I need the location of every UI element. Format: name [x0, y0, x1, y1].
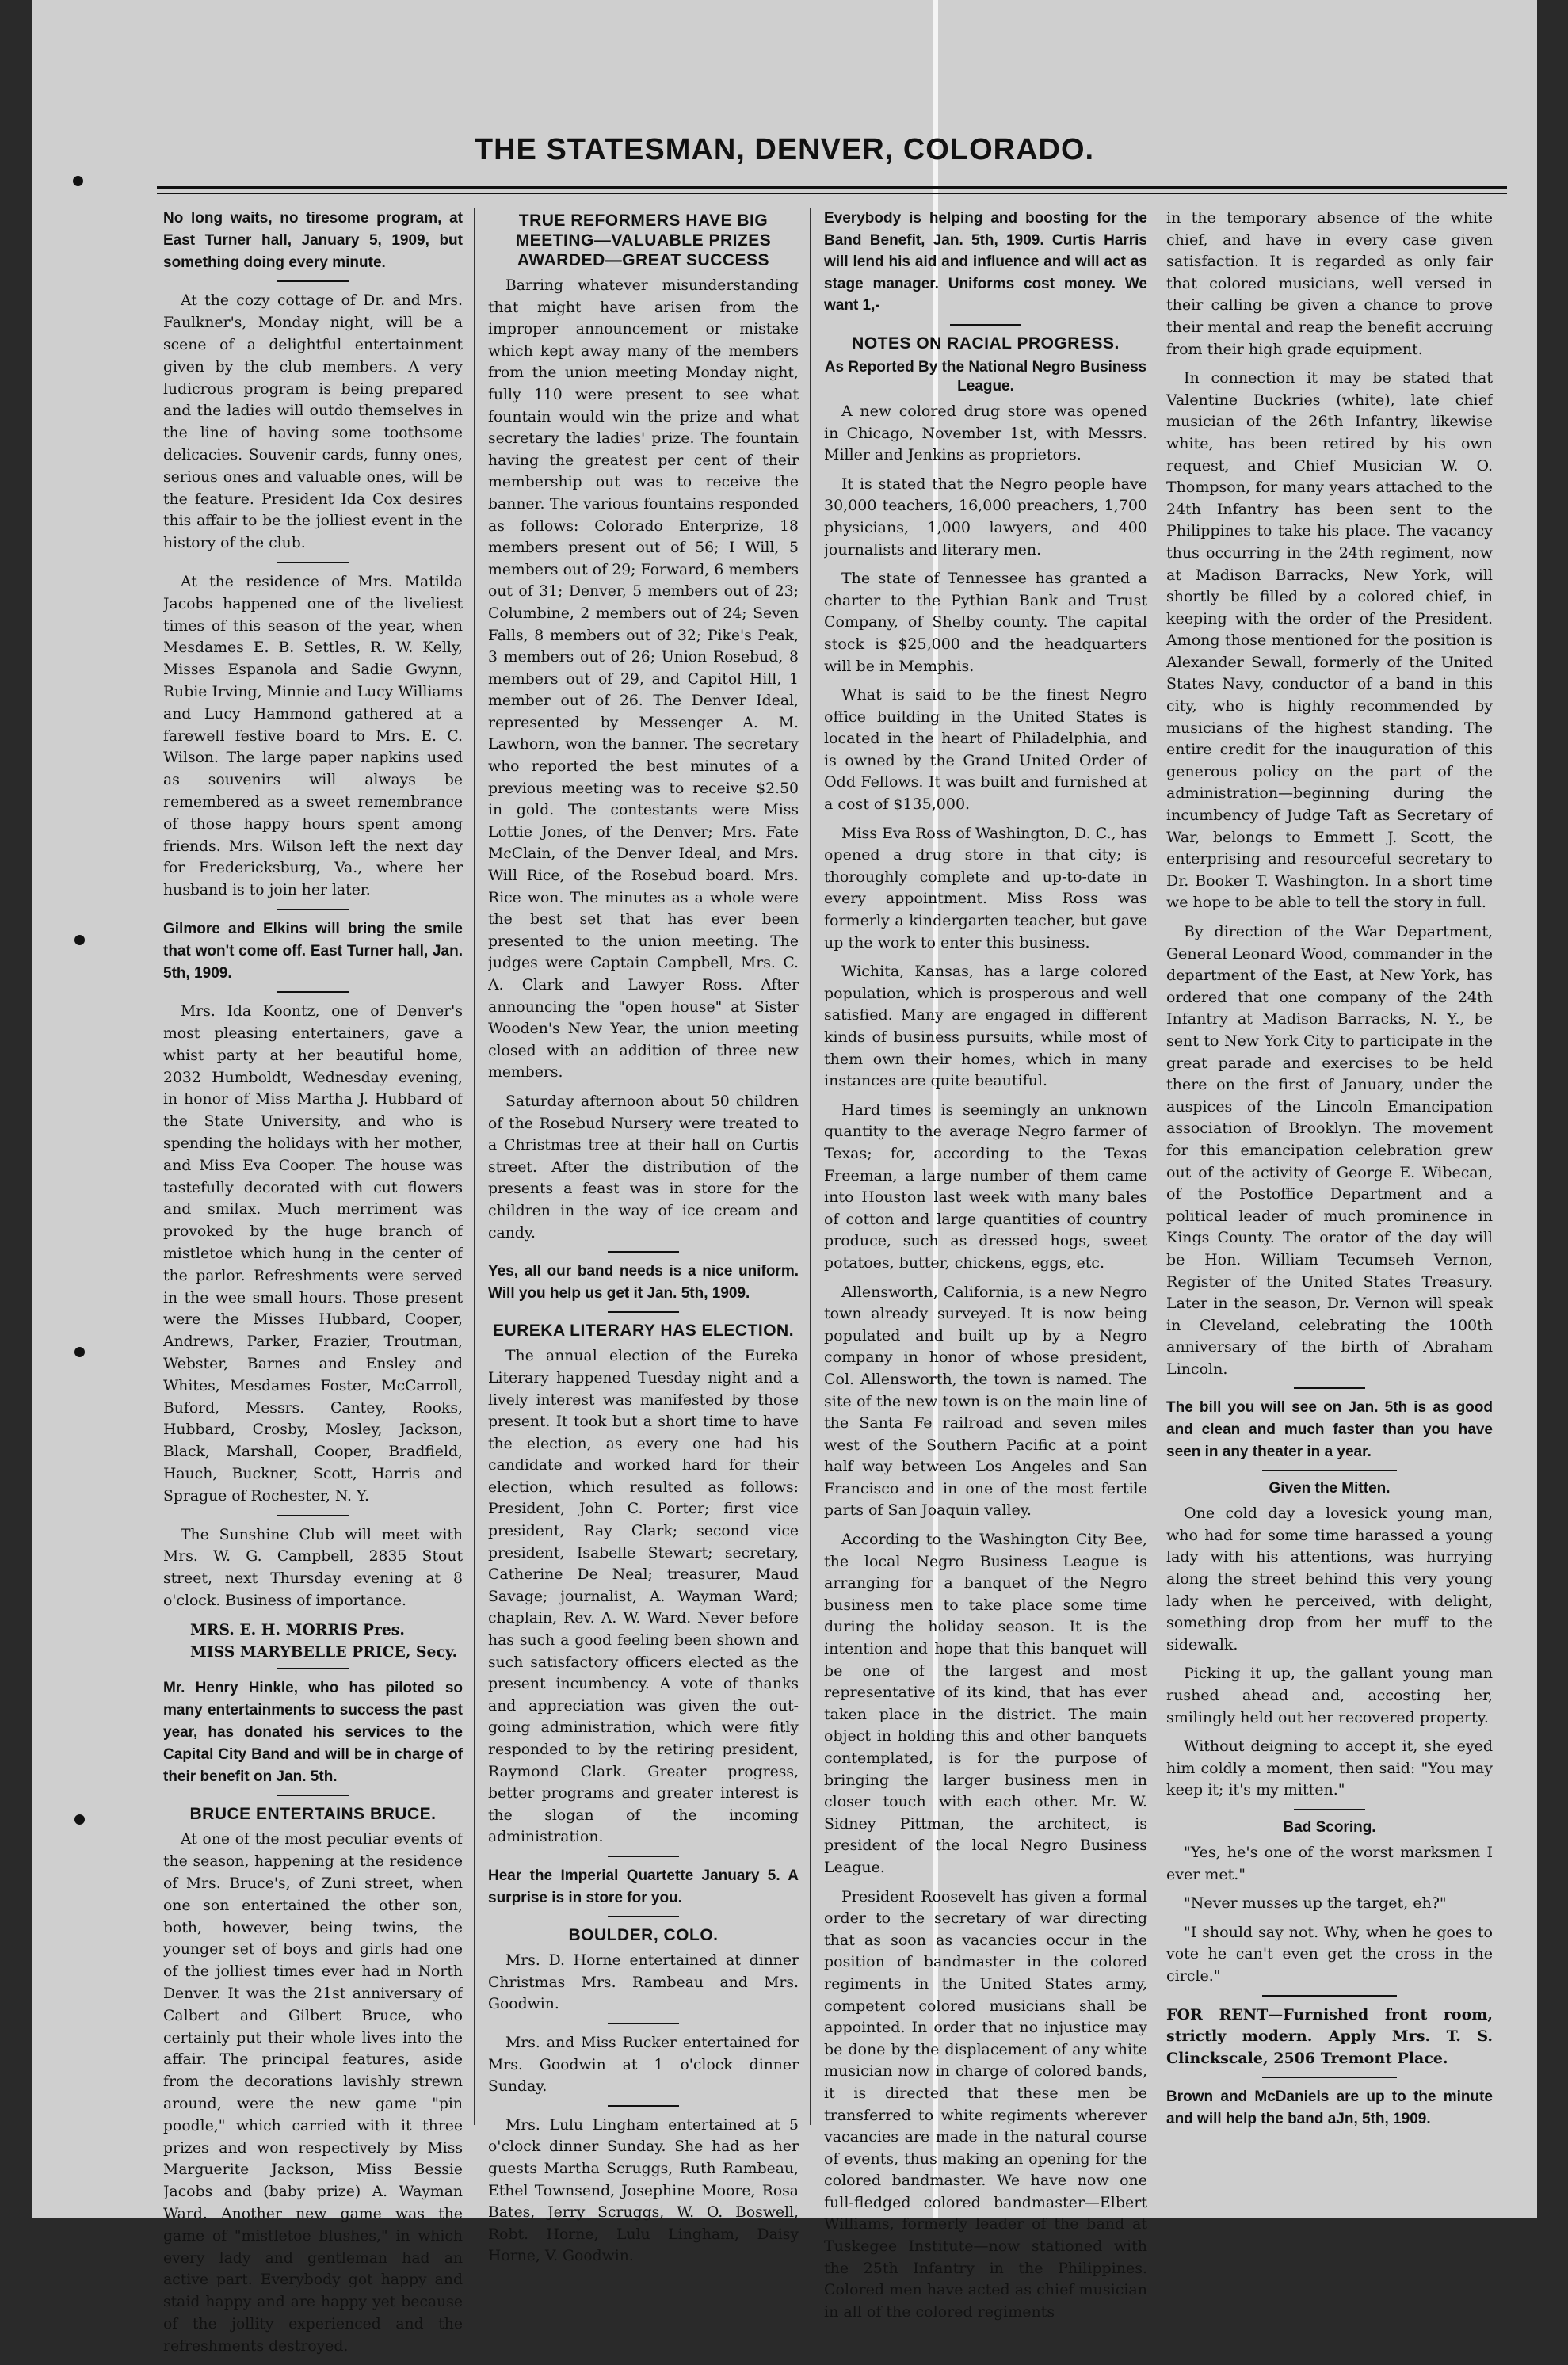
article-rucker: Mrs. and Miss Rucker entertained for Mrs. Goodwin at 1 o'clock dinner Sunday. — [488, 2034, 799, 2096]
column-4 — [1166, 208, 1493, 2138]
divider — [277, 909, 349, 910]
divider — [950, 324, 1021, 326]
signature-secretary: MISS MARYBELLE PRICE, Secy. — [190, 1642, 458, 1661]
article-rosebud-nursery: Saturday afternoon about 50 children of the Rosebud Nursery were treated to a Christmas tree at their hall on Curtis street. After the distribution of the presents a feast was in store for the children in the way of ice cream and candy. — [488, 1093, 799, 1242]
punch-hole — [74, 1814, 85, 1825]
punch-hole — [74, 935, 85, 945]
divider — [608, 2023, 679, 2024]
headline-given-the-mitten: Given the Mitten. — [1269, 1480, 1391, 1497]
ad-turner-hall: No long waits, no tiresome program, at East Turner hall, January 5, 1909, but something doing every minute. — [163, 210, 463, 271]
story-mitten-3: Without deigning to accept it, she eyed him coldly a moment, then said: "You may keep it; it's my mitten." — [1166, 1738, 1493, 1799]
masthead: THE STATESMAN, DENVER, COLORADO. — [474, 133, 1095, 166]
ad-theater-bill: The bill you will see on Jan. 5th is as good and clean and much faster than you have seen in any theater in a year. — [1166, 1399, 1493, 1460]
note-roosevelt-order: President Roosevelt has given a formal order to the secretary of war directing that as soon as vacancies occur in the position of bandmaster in the colored regiments in the United States army, competent colored musicians shall be appointed. In order that no injustice may be done by the displacement of any white musician now in charge of colored bands, it is directed that these men be transferred to white regiments wherever vacancies are made in the natural course of events, thus making an opening for the colored bandmaster. We have now one full-fledged colored bandmaster—Elbert Williams, formerly leader of the band at Tuskegee Institute—now stationed with the 25th Infantry in the Philippines. Colored men have acted as chief musician in all of the colored regiments — [824, 1887, 1147, 2321]
column-rule — [474, 208, 475, 2125]
divider — [277, 1515, 349, 1516]
note-tennessee-bank: The state of Tennessee has granted a charter to the Pythian Bank and Trust Company, of Shelby county. The capital stock is $25,000 and the headquarters will be in Memphis. — [824, 570, 1147, 675]
masthead-rule-thin — [157, 193, 1507, 194]
ad-band-uniform: Yes, all our band needs is a nice uniform. Will you help us get it Jan. 5th, 1909. — [488, 1263, 799, 1302]
story-scoring-3: "I should say not. Why, when he goes to vote he can't even get the cross in the circle." — [1166, 1923, 1493, 1985]
article-horne: Mrs. D. Horne entertained at dinner Christmas Mrs. Rambeau and Mrs. Goodwin. — [488, 1952, 799, 2013]
newspaper-page — [32, 0, 1537, 2355]
article-jacobs: At the residence of Mrs. Matilda Jacobs happened one of the liveliest times of this season of the year, when Mesdames E. B. Settles, R. W. Kelly, Misses Espanola and Sadie Gwynn, Rubie Irving, Minnie and Lucy Williams and Lucy Hammond gathered at a farewell festive board to Mrs. E. C. Wilson. The large paper napkins used as souvenirs will always be remembered as a sweet remembrance of those happy hours spent among friends. Mrs. Wilson left the next day for Fredericksburg, Va., where her husband is to join her later. — [163, 573, 463, 899]
note-philadelphia: What is said to be the finest Negro office building in the United States is located in the heart of Philadelphia, and is owned by the Grand United Order of Odd Fellows. It was built and furnished at a cost of $135,000. — [824, 686, 1147, 814]
divider — [1294, 1809, 1365, 1810]
article-eureka: The annual election of the Eureka Literary happened Tuesday night and a lively interest was manifested by those present. It took but a short time to have the election, as every one had his candidate and worked hard for their election, which resulted as follows: President, John C. Porter; first vice president, Ray Clark; second vice president, Isabelle Stewart; secretary, Catherine De Neal; treasurer, Maud Savage; journalist, A. Wayman Ward; chaplain, Rev. A. W. Ward. Never before has such a good feeling been shown and such satisfactory officers elected as the present incumbency. A vote of thanks and appreciation was given the out-going administration, which were fitly responded to by the retiring president, Raymond Clark. Greater progress, better programs and greater interest is the slogan of the incoming administration. — [488, 1348, 799, 1846]
divider — [608, 1251, 679, 1253]
article-koontz: Mrs. Ida Koontz, one of Denver's most pleasing entertainers, gave a whist party at her beautiful home, 2032 Humboldt, Wednesday evening, in honor of Miss Martha J. Hubbard of the State University, and who is spending the holidays with her mother, and Miss Eva Cooper. The house was tastefully decorated with cut flowers and smilax. Much merriment was provoked by the huge branch of mistletoe which hung in the center of the parlor. Refreshments were served in the wee small hours. Those present were the Misses Hubbard, Cooper, Andrews, Parker, Frazier, Troutman, Webster, Barnes and Ensley and Whites, Mesdames Foster, McCarroll, Buford, Messrs. Cantey, Rooks, Hubbard, Crosby, Mosley, Jackson, Black, Marshall, Cooper, Bradfield, Hauch, Buckner, Scott, Harris and Sprague of Rochester, N. Y. — [163, 1003, 463, 1505]
headline-racial-progress: NOTES ON RACIAL PROGRESS. — [852, 334, 1120, 353]
article-bruce: At one of the most peculiar events of the season, happening at the residence of Mrs. Bruce's, of Zuni street, when one son entertained the other son, both, however, being twins, the younger set of boys and girls had one of the jolliest times ever had in North Denver. It was the 21st anniversary of Calbert and Gilbert Bruce, who certainly put their whole lives into the affair. The principal features, aside from the decorations lavishly strewn around, were the new game "pin poodle," which carried with it three prizes and won respectively by Miss Marguerite Jackson, Miss Bessie Jacobs and (baby prize) A. Wayman Ward. Another new game was the game of "mistletoe blushes," in which every lady and gentleman had an active part. Everybody got happy and staid happy and are happy yet because of the jollity experienced and the refreshments destroyed. — [163, 1831, 463, 2355]
article-faulkner: At the cozy cottage of Dr. and Mrs. Faulkner's, Monday night, will be a scene of a delightful entertainment given by the club members. A very ludicrous program is being prepared and the ladies will outdo themselves in the line of having some toothsome delicacies. Souvenir cards, funny ones, serious ones and valuable ones, will be the feature. President Ida Cox desires this affair to be the jolliest event in the history of the club. — [163, 292, 463, 552]
subhead-business-league: As Reported By the National Negro Business League. — [824, 358, 1147, 395]
divider — [277, 562, 349, 563]
divider — [1262, 2077, 1397, 2078]
divider — [1262, 1995, 1397, 1997]
note-buckries: In connection it may be stated that Valentine Buckries (white), late chief musician of the 26th Infantry, likewise white, has been retired by his own request, and Chief Musician W. O. Thompson, for many years attached to the 24th Infantry has been sent to the Philippines to take his place. The vacancy thus occurring in the 24th regiment, now at Madison Barracks, New York, will shortly be filled by a colored chief, in keeping with the order of the President. Among those mentioned for the position is Alexander Sewall, formerly of the United States Navy, conductor of a band in this city, who is highly recommended by musicians of the highest standing. The entire credit for the inauguration of this generous policy on the part of the administration—beginning during the incumbency of Judge Taft as Secretary of War, belongs to Emmett J. Scott, the enterprising and resourceful secretary to Dr. Booker T. Washington. In a short time we hope to be able to tell the story in full. — [1166, 369, 1493, 912]
note-leonard-wood: By direction of the War Department, General Leonard Wood, commander in the department of the East, at New York, has ordered that one company of the 24th Infantry at Madison Barracks, N. Y., be sent to New York City to participate in the great parade and exercises to be held there on the first of January, under the auspices of the Lincoln Emancipation association of Brooklyn. The movement for this emancipation celebration grew out of the activity of George E. Wibecan, of the Postoffice Department and a political leader of much prominence in Kings County. The orator of the day will be Hon. William Tecumseh Vernon, Register of the United States Treasury. Later in the season, Dr. Vernon will speak in Cleveland, celebrating the 100th anniversary of the birth of Abraham Lincoln. — [1166, 923, 1493, 1378]
note-allensworth: Allensworth, California, is a new Negro town already surveyed. It is now being populated and built up by a Negro company in honor of whose president, Col. Allensworth, the town is named. The site of the new town is on the main line of the Santa Fe railroad and seven miles west of the Southern Pacific at a point half way between Los Angeles and San Francisco and in one of the most fertile parts of San Joaquin valley. — [824, 1283, 1147, 1520]
note-eva-ross: Miss Eva Ross of Washington, D. C., has opened a drug store in that city; is thoroughly complete and up-to-date in every appointment. Miss Ross was formerly a kindergarten teacher, but gave up the work to enter this business. — [824, 824, 1147, 952]
column-rule — [810, 208, 811, 2125]
note-roosevelt-continued: in the temporary absence of the white chief, and have in every case given satisfaction. It is regarded as only fair that colored musicians, well versed in their calling be given a chance to prove their mental and reap the benefit accruing from their high grade equipment. — [1166, 209, 1493, 358]
divider — [277, 1795, 349, 1796]
story-scoring-1: "Yes, he's one of the worst marksmen I ever met." — [1166, 1843, 1493, 1883]
divider — [1294, 1387, 1365, 1389]
divider — [608, 1916, 679, 1917]
headline-boulder: BOULDER, COLO. — [568, 1926, 719, 1945]
note-washington-bee: According to the Washington City Bee, the local Negro Business League is arranging for a banquet of the Negro business men to take place some time during the holiday season. It is the intention and hope that this banquet will be one of the largest and most representative of its kind, that has ever taken place in the district. The main object in holding this and other banquets contemplated, is for the purpose of bringing the larger business men in closer touch with each other. Mr. W. Sidney Pittman, the architect, is president of the local Negro Business League. — [824, 1531, 1147, 1876]
note-drug-store: A new colored drug store was opened in Chicago, November 1st, with Messrs. Miller and Jenkins as proprietors. — [824, 402, 1147, 464]
story-mitten-2: Picking it up, the gallant young man rushed ahead and, accosting her, smilingly held out her recovered property. — [1166, 1665, 1493, 1726]
article-sunshine-club: The Sunshine Club will meet with Mrs. W. G. Campbell, 2835 Stout street, next Thursday evening at 8 o'clock. Business of importance. — [163, 1526, 463, 1610]
divider — [608, 1311, 679, 1313]
headline-bruce: BRUCE ENTERTAINS BRUCE. — [189, 1805, 437, 1824]
divider — [277, 1668, 349, 1669]
ad-brown-mcdaniels: Brown and McDaniels are up to the minute and will help the band aJn, 5th, 1909. — [1166, 2088, 1493, 2127]
ad-hinkle: Mr. Henry Hinkle, who has piloted so many entertainments to success the past year, has donated his services to the Capital City Band and will be in charge of their benefit on Jan. 5th. — [163, 1680, 463, 1785]
column-1 — [163, 208, 463, 2365]
article-lingham: Mrs. Lulu Lingham entertained at 5 o'clock dinner Sunday. She had as her guests Martha Scruggs, Ruth Rambeau, Ethel Townsend, Josephine Moore, Rosa Bates, Jerry Scruggs, W. O. Boswell, Robt. Horne, Lulu Lingham, Daisy Horne, V. Goodwin. — [488, 2116, 799, 2265]
ad-gilmore-elkins: Gilmore and Elkins will bring the smile that won't come off. East Turner hall, Jan. 5th, 1909. — [163, 920, 463, 982]
punch-hole — [73, 176, 83, 186]
masthead-rule — [157, 186, 1507, 189]
story-scoring-2: "Never musses up the target, eh?" — [1184, 1894, 1447, 1913]
divider — [608, 1856, 679, 1857]
headline-true-reformers: TRUE REFORMERS HAVE BIG MEETING—VALUABLE PRIZES AWARDED—GREAT SUCCESS — [515, 212, 772, 269]
note-wichita: Wichita, Kansas, has a large colored population, which is prosperous and well satisfied. Many are engaged in different kinds of business pursuits, while most of them own their homes, which in many instances are quite beautiful. — [824, 963, 1147, 1090]
column-3 — [824, 208, 1147, 2330]
note-hard-times: Hard times is seemingly an unknown quantity to the average Negro farmer of Texas; for, according to the Texas Freeman, a large number of them came into Houston last week with many bales of cotton and large quantities of country produce, such as dressed hogs, sweet potatoes, butter, chickens, eggs, etc. — [824, 1100, 1147, 1272]
signature-president: MRS. E. H. MORRIS Pres. — [190, 1620, 405, 1638]
ad-band-benefit: Everybody is helping and boosting for the Band Benefit, Jan. 5th, 1909. Curtis Harris will lend his aid and influence and will act as stage manager. Uniforms cost money. We want 1,- — [824, 210, 1147, 315]
story-mitten-1: One cold day a lovesick young man, who had for some time harassed a young lady with his attentions, was hurrying along the street behind this very young lady when he perceived, with delight, something drop from her muff to the sidewalk. — [1166, 1505, 1493, 1654]
headline-bad-scoring: Bad Scoring. — [1283, 1818, 1376, 1836]
punch-hole — [74, 1347, 85, 1357]
divider — [277, 280, 349, 282]
divider — [1262, 1470, 1397, 1471]
divider — [277, 991, 349, 993]
headline-eureka: EUREKA LITERARY HAS ELECTION. — [492, 1322, 795, 1341]
article-true-reformers: Barring whatever misunderstanding that might have arisen from the improper announcement or mistake which kept away many of the members from the union meeting Monday night, fully 110 were present to see what fountain would win the prize and what secretary the ladies' prize. The fountain having the greatest per cent of their membership out was to receive the banner. The various fountains responded as follows: Colorado Enterprize, 18 members present out of 56; I Will, 5 members out of 29; Forward, 6 members out of 31; Denver, 5 members out of 23; Columbine, 2 members out of 24; Seven Falls, 8 members out of 32; Pike's Peak, 3 members out of 26; Union Rosebud, 8 members out of 29, and Capitol Hill, 1 member out of 26. The Denver Ideal, represented by Messenger A. M. Lawhorn, won the banner. The secretary who reported the best minutes of a previous meeting was to receive $2.50 in gold. The contestants were Miss Lottie Jones, of the Denver; Mrs. Fate McClain, of the Denver Ideal, and Mrs. Will Rice, of the Rosebud board. Mrs. Rice won. The minutes as a whole were the best set that has ever been presented to the union meeting. The judges were Captain Campbell, Mrs. C. A. Clark and Lawyer Ross. After announcing the "open house" at Sister Wooden's New Year, the union meeting closed with an addition of three new members. — [488, 277, 799, 1081]
note-statistics: It is stated that the Negro people have 30,000 teachers, 16,000 preachers, 1,700 physicians, 1,000 lawyers, and 400 journalists and literary men. — [824, 475, 1147, 559]
divider — [608, 2105, 679, 2107]
classified-for-rent: FOR RENT—Furnished front room, strictly modern. Apply Mrs. T. S. Clinckscale, 2506 Tremont Place. — [1166, 2005, 1493, 2067]
ad-imperial-quartette: Hear the Imperial Quartette January 5. A surprise is in store for you. — [488, 1867, 799, 1906]
column-2 — [488, 208, 799, 2275]
